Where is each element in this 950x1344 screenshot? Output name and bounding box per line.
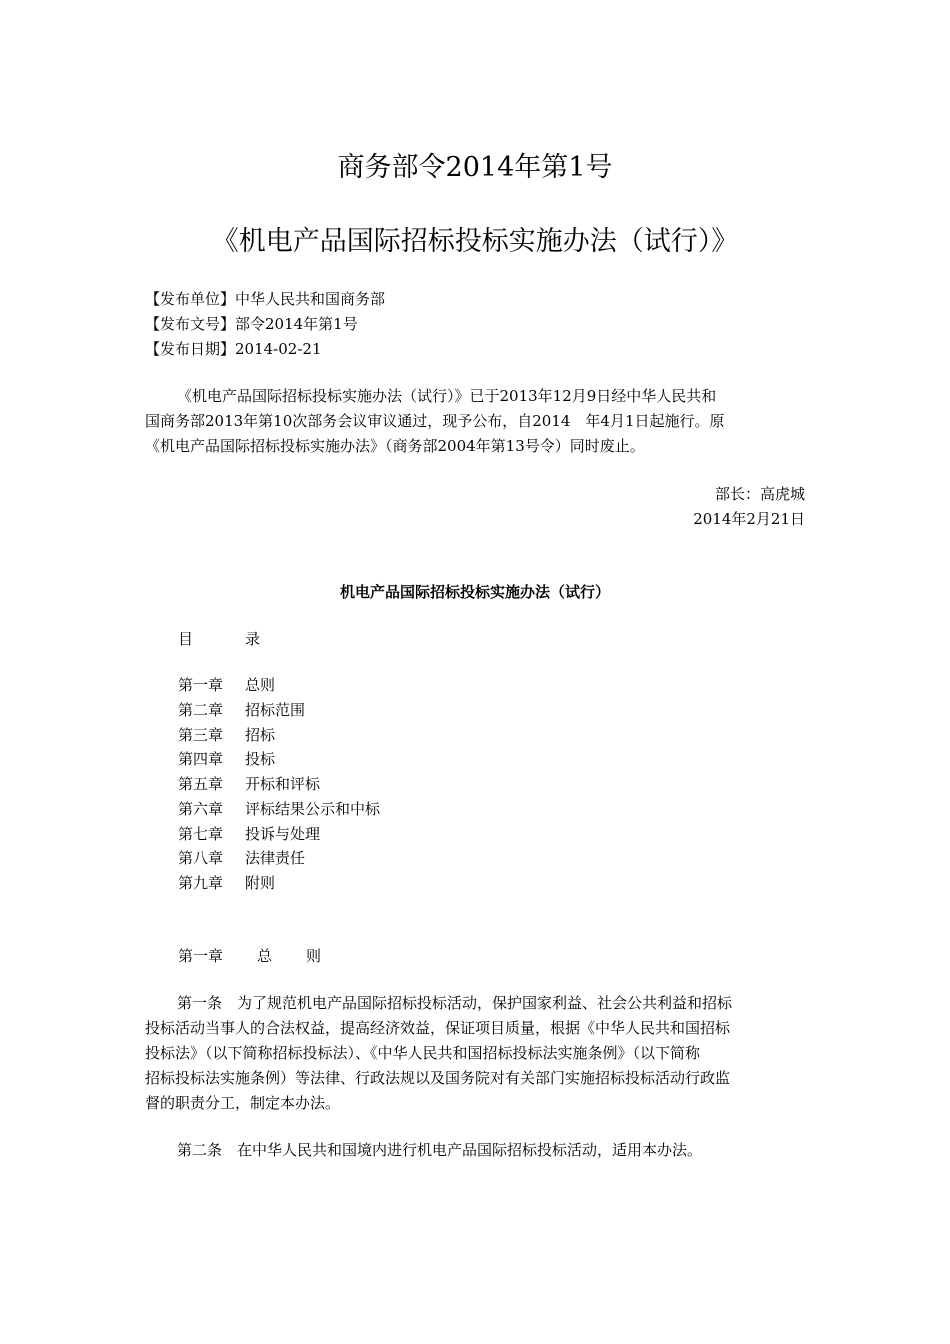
regulation-subtitle: 机电产品国际招标投标实施办法（试行） bbox=[339, 583, 610, 601]
toc-title: 开标和评标 bbox=[245, 775, 321, 793]
toc-heading-b: 录 bbox=[245, 630, 261, 648]
intro-line: 《机电产品国际招标投标实施办法（试行）》已于2013年12月9日经中华人民共和 bbox=[177, 387, 717, 405]
meta-doc-number: 【发布文号】部令2014年第1号 bbox=[145, 315, 358, 333]
toc-chapter: 第五章 bbox=[178, 775, 224, 793]
toc-chapter: 第七章 bbox=[178, 824, 224, 843]
article-2 bbox=[145, 1138, 805, 1163]
toc-item bbox=[178, 723, 380, 748]
meta-publisher: 【发布单位】中华人民共和国商务部 bbox=[145, 290, 386, 308]
article-line: 第一条 为了规范机电产品国际招标投标活动，保护国家利益、社会公共利益和招标 bbox=[177, 994, 733, 1012]
article-1 bbox=[145, 991, 805, 1116]
toc-chapter: 第一章 bbox=[178, 676, 224, 694]
toc-chapter: 第六章 bbox=[178, 799, 224, 818]
page-title: 商务部令2014年第1号 bbox=[337, 152, 613, 183]
signature-date: 2014年2月21日 bbox=[693, 510, 805, 528]
toc-title: 招标范围 bbox=[245, 700, 306, 719]
toc-chapter: 第九章 bbox=[178, 874, 224, 892]
toc-heading-a: 目 bbox=[178, 630, 194, 648]
article-line: 招标投标法实施条例）等法律、行政法规以及国务院对有关部门实施招标投标活动行政监 bbox=[145, 1069, 731, 1087]
chapter-heading bbox=[178, 944, 321, 969]
signature-minister: 部长：高虎城 bbox=[714, 485, 805, 503]
toc-title: 投诉与处理 bbox=[245, 824, 321, 843]
intro-line: 《机电产品国际招标投标实施办法》（商务部2004年第13号令）同时废止。 bbox=[145, 437, 645, 455]
toc-item bbox=[178, 822, 380, 847]
toc-item bbox=[178, 772, 380, 797]
article-line: 投标法》（以下简称招标投标法）、《中华人民共和国招标投标法实施条例》（以下简称 bbox=[145, 1044, 701, 1062]
intro-paragraph bbox=[145, 384, 805, 459]
toc-chapter: 第三章 bbox=[178, 725, 224, 744]
article-line: 投标活动当事人的合法权益，提高经济效益，保证项目质量，根据《中华人民共和国招标 bbox=[145, 1019, 731, 1037]
chapter-title-b: 则 bbox=[306, 947, 322, 965]
intro-line: 国商务部2013年第10次部务会议审议通过，现予公布，自2014 年4月1日起施行。原 bbox=[145, 412, 725, 430]
article-line: 督的职责分工，制定本办法。 bbox=[145, 1094, 341, 1112]
toc-item bbox=[178, 747, 380, 772]
chapter-title-a: 总 bbox=[257, 947, 273, 965]
toc-title: 评标结果公示和中标 bbox=[245, 799, 381, 818]
toc-title: 投标 bbox=[245, 750, 276, 769]
meta-date: 【发布日期】2014-02-21 bbox=[145, 340, 322, 358]
toc-heading bbox=[178, 627, 260, 652]
toc-title: 法律责任 bbox=[245, 849, 306, 868]
document-title: 《机电产品国际招标投标实施办法（试行）》 bbox=[211, 226, 739, 257]
toc-chapter: 第二章 bbox=[178, 700, 224, 719]
toc-title: 招标 bbox=[245, 725, 276, 744]
toc-item bbox=[178, 846, 380, 871]
toc-item bbox=[178, 797, 380, 822]
toc-title: 附则 bbox=[245, 874, 276, 892]
toc-title: 总则 bbox=[245, 676, 276, 694]
toc-chapter: 第四章 bbox=[178, 750, 224, 769]
article-line: 第二条 在中华人民共和国境内进行机电产品国际招标投标活动，适用本办法。 bbox=[177, 1141, 703, 1159]
table-of-contents bbox=[178, 673, 380, 896]
toc-chapter: 第八章 bbox=[178, 849, 224, 868]
toc-item bbox=[178, 673, 380, 698]
chapter-label: 第一章 bbox=[178, 947, 224, 965]
toc-item bbox=[178, 871, 380, 896]
toc-item bbox=[178, 698, 380, 723]
